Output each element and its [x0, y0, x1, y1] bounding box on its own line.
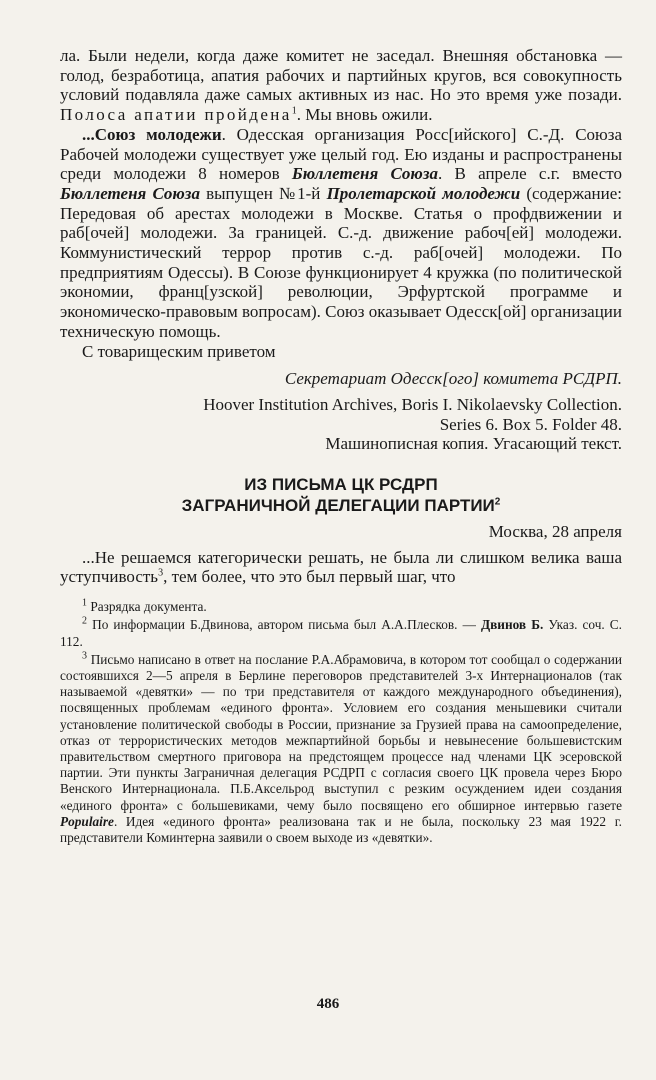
paragraph-text: . В апреле с.г. вместо [437, 164, 622, 184]
footnote-number: 3 [82, 650, 87, 662]
archive-reference [60, 395, 622, 454]
paragraph-text: (содержание: Передовая об арестах молодежи в Москве. Статья о профдвижении и раб[очей] молодежи. За границей. С.-д. движение рабоч[ей] молодежи. Коммунистический террор против с.-д. раб[очей] молодежи. По предприятиям Одессы). В Союзе функционирует 4 кружка (по политической экономии, франц[узской] революции, Эрфуртской программе и экономическо-правовым вопросам). Союз оказывает Одесск[ой] организации техническую помощь. [60, 183, 622, 341]
paragraph-intro [60, 46, 622, 125]
footnote-1 [60, 599, 622, 615]
paragraph-text: ...Не решаемся категорически решать, не была ли слишком велика ваша уступчивость [60, 547, 622, 587]
footnote-text: Письмо написано в ответ на послание Р.А.Абрамовича, в котором тот сообщал о содержании состоявшихся 2—5 апреля в Берлине переговоров представителей 3-х Интернационалов (так называемой «девятки» — по три представителя от каждого международного объединения), посвященных проблемам «единого фронта». Условием его создания меньшевики считали установление политической свободы в России, признание за Грузией права на самоопределение, отказ от террористических методов межпартийной борьбы и невынесение большевистским правительством смертного приговора на предстоящем процессе над членами ЦК эсеровской партии. Эти пункты Заграничная делегация РСДРП с согласия своего ЦК провела через Бюро Венского Интернационала. П.Б.Аксельрод выступил с резким осуждением идеи создания «единого фронта» с большевиками, чему было посвящено его обширное интервью газете [60, 651, 622, 813]
bulletin-title: Бюллетеня Союза [291, 164, 438, 184]
footnote-3 [60, 652, 622, 846]
paragraph-text: . Одесская организация Росс[ийского] С.-Д. Союза Рабочей молодежи существует уже целый год. Ею изданы и распространены среди молодежи 8 номеров [60, 124, 622, 184]
heading-line-2 [60, 495, 622, 516]
dateline: Москва, 28 апреля [488, 522, 622, 542]
paragraph-text: . Мы вновь ожили. [296, 105, 433, 125]
paragraph-text: выпущен №1-й [199, 183, 327, 203]
footnote-number: 1 [82, 597, 87, 609]
footnote-text: . Идея «единого фронта» реализована так и не была, поскольку 23 мая 1922 г. представители Коминтерна заявили о своем выходе из «девятки». [60, 813, 622, 846]
closing-greeting: С товарищеским приветом [82, 341, 276, 361]
paragraph-text: , тем более, что это был первый шаг, что [163, 567, 456, 587]
footnote-ref-2: 2 [494, 496, 501, 508]
footnote-author: Двинов Б. [480, 617, 544, 633]
footnote-text: По информации Б.Двинова, автором письма был А.А.Плесков. — [87, 617, 481, 633]
bulletin-title: Бюллетеня Союза [60, 183, 200, 203]
signature: Секретариат Одесск[ого] комитета РСДРП. [284, 369, 622, 389]
paragraph-letter [60, 548, 622, 587]
archive-line: Hoover Institution Archives, Boris I. Nikolaevsky Collection. [203, 394, 622, 414]
heading-text: ЗАГРАНИЧНОЙ ДЕЛЕГАЦИИ ПАРТИИ [181, 496, 495, 516]
archive-line: Series 6. Box 5. Folder 48. [439, 414, 622, 434]
archive-line: Машинописная копия. Угасающий текст. [325, 434, 622, 454]
footnote-text: Разрядка документа. [87, 599, 207, 615]
footnote-2 [60, 617, 622, 649]
footnote-ref-3: 3 [158, 567, 164, 579]
paragraph-union [60, 125, 622, 342]
union-lead: ...Союз молодежи [82, 124, 222, 144]
heading-line: ИЗ ПИСЬМА ЦК РСДРП [244, 475, 438, 495]
footnote-ref-1: 1 [291, 105, 297, 117]
paragraph-text: ла. Были недели, когда даже комитет не заседал. Внешняя обстановка — голод, безработица, апатия рабочих и партийных кругов, вся совокупность условий подавляла даже самых активных из нас. Но это время уже позади. [60, 46, 622, 105]
page-number: 486 [316, 996, 340, 1012]
footnote-text: Указ. соч. С. 112. [60, 617, 622, 649]
footnote-number: 2 [82, 615, 87, 627]
spaced-emphasis: Полоса апатии пройдена [60, 105, 292, 125]
newspaper-title: Populaire [60, 813, 114, 829]
footnotes [60, 599, 622, 846]
journal-title: Пролетарской молодежи [326, 183, 521, 203]
section-heading [60, 474, 622, 516]
